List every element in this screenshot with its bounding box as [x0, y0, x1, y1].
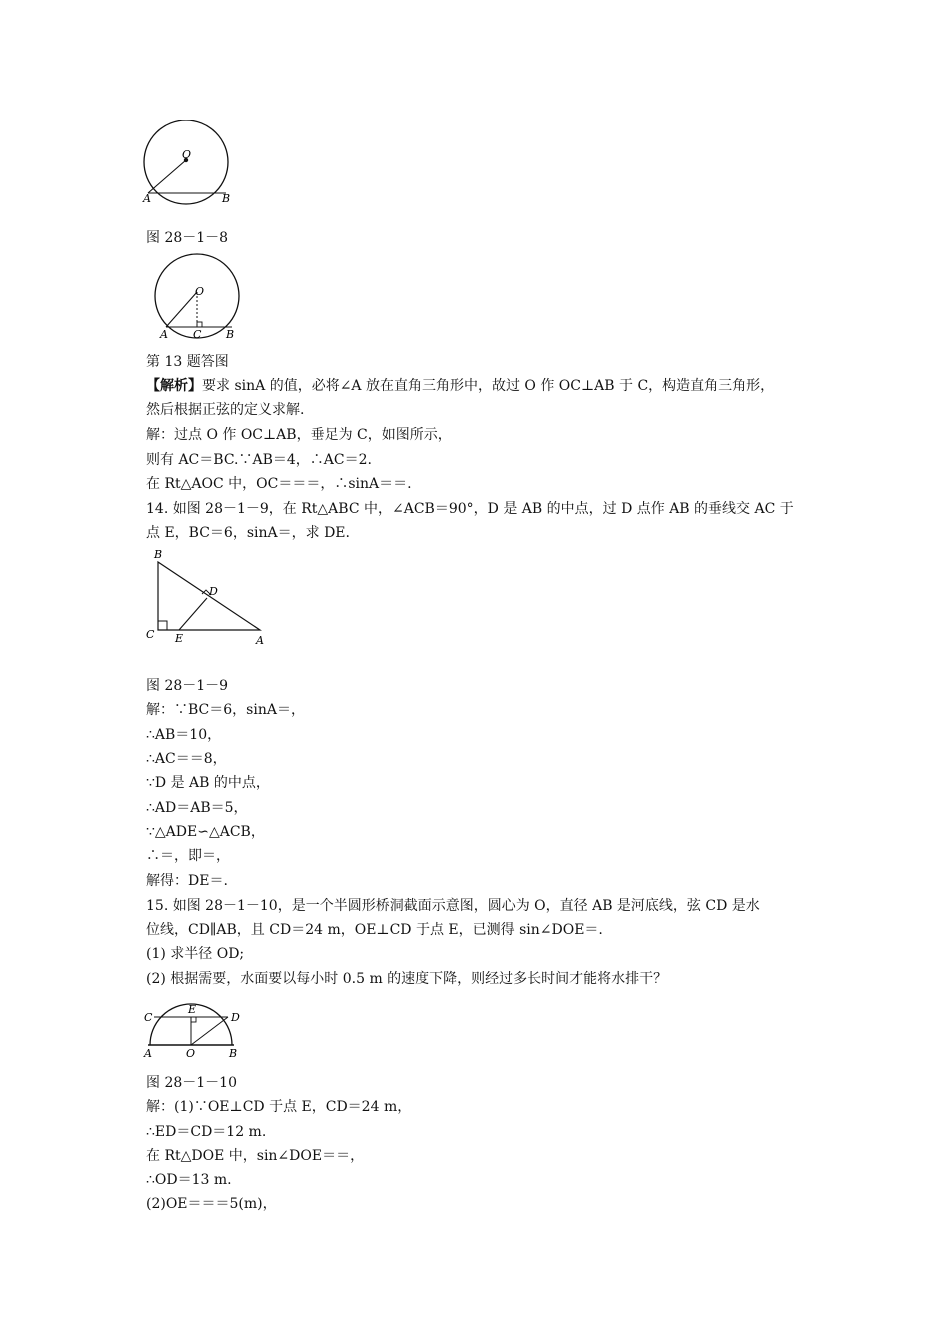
- label-C: C: [144, 1011, 153, 1024]
- solution-line: ∴OD＝13 m.: [146, 1172, 232, 1188]
- radius-OA: [166, 292, 197, 327]
- label-O: O: [182, 148, 192, 161]
- label-D: D: [231, 1011, 240, 1024]
- solution-line: ∴AD＝AB＝5，: [146, 800, 248, 816]
- label-A: A: [160, 328, 168, 341]
- analysis-line: 然后根据正弦的定义求解.: [146, 402, 305, 418]
- solution-line: 在 Rt△AOC 中，OC＝＝＝，∴sinA＝＝.: [146, 476, 412, 492]
- solution-line: 解：(1)∵OE⊥CD 于点 E，CD＝24 m，: [146, 1099, 412, 1115]
- label-A: A: [256, 634, 264, 647]
- solution-line: 在 Rt△DOE 中，sin∠DOE＝＝，: [146, 1148, 365, 1164]
- label-B: B: [226, 328, 235, 341]
- question-15-stem: 15. 如图 28－1－10，是一个半圆形桥洞截面示意图，圆心为 O，直径 AB 是河底线，弦 CD 是水: [146, 898, 760, 914]
- label-O: O: [195, 285, 205, 298]
- figure-q13-answer: [152, 252, 248, 344]
- figure-28-1-9: [142, 546, 272, 648]
- analysis-line: [146, 376, 774, 396]
- solution-line: ∴AB＝10，: [146, 727, 222, 743]
- label-B: B: [154, 548, 163, 561]
- solution-line: ∵△ADE∽△ACB，: [146, 824, 265, 840]
- solution-line: 解：∵BC＝6，sinA＝，: [146, 702, 305, 718]
- figure-caption: 第 13 题答图: [146, 354, 229, 370]
- question-15-part: (1) 求半径 OD;: [146, 946, 245, 962]
- right-angle-mark-C: [158, 621, 167, 630]
- solution-line: ∴ED＝CD＝12 m.: [146, 1124, 267, 1140]
- solution-line: 解得：DE＝.: [146, 873, 228, 889]
- solution-line: ∵D 是 AB 的中点，: [146, 775, 270, 791]
- question-15-part: (2) 根据需要，水面要以每小时 0.5 m 的速度下降，则经过多长时间才能将水排干？: [146, 971, 668, 987]
- solution-line: ∴AC＝＝8，: [146, 751, 227, 767]
- solution-line: 解：过点 O 作 OC⊥AB，垂足为 C，如图所示，: [146, 427, 452, 443]
- analysis-tag: 【解析】: [146, 378, 202, 394]
- figure-28-1-10: [140, 994, 252, 1064]
- label-A: A: [144, 1047, 152, 1060]
- figure-caption: 图 28－1－10: [146, 1075, 237, 1091]
- segment-OD: [191, 1017, 228, 1045]
- label-B: B: [229, 1047, 238, 1060]
- analysis-text: 要求 sinA 的值，必将∠A 放在直角三角形中，故过 O 作 OC⊥AB 于 C，构造直角三角形，: [202, 378, 775, 394]
- question-14-stem: 点 E，BC＝6，sinA＝，求 DE.: [146, 525, 350, 541]
- label-E: E: [175, 632, 184, 645]
- label-A: A: [143, 192, 151, 205]
- figure-28-1-8: [138, 120, 238, 206]
- question-15-stem: 位线，CD∥AB，且 CD＝24 m，OE⊥CD 于点 E，已测得 sin∠DOE＝.: [146, 922, 603, 938]
- label-O: O: [186, 1047, 196, 1060]
- label-D: D: [209, 585, 218, 598]
- figure-caption: 图 28－1－9: [146, 678, 229, 694]
- solution-line: (2)OE＝＝＝5(m)，: [146, 1196, 277, 1212]
- segment-DE: [179, 598, 207, 630]
- question-14-stem: 14. 如图 28－1－9，在 Rt△ABC 中，∠ACB＝90°，D 是 AB 的中点，过 D 点作 AB 的垂线交 AC 于: [146, 501, 794, 517]
- label-B: B: [222, 192, 231, 205]
- solution-line: 则有 AC＝BC.∵AB＝4，∴AC＝2.: [146, 452, 372, 468]
- label-C: C: [193, 328, 202, 341]
- right-angle-mark: [191, 1017, 196, 1022]
- radius-OA: [148, 160, 186, 193]
- figure-caption: 图 28－1－8: [146, 230, 229, 246]
- label-C: C: [146, 628, 155, 641]
- label-E: E: [188, 1003, 197, 1016]
- right-angle-mark: [197, 322, 202, 327]
- solution-line: ∴＝，即＝，: [146, 848, 230, 864]
